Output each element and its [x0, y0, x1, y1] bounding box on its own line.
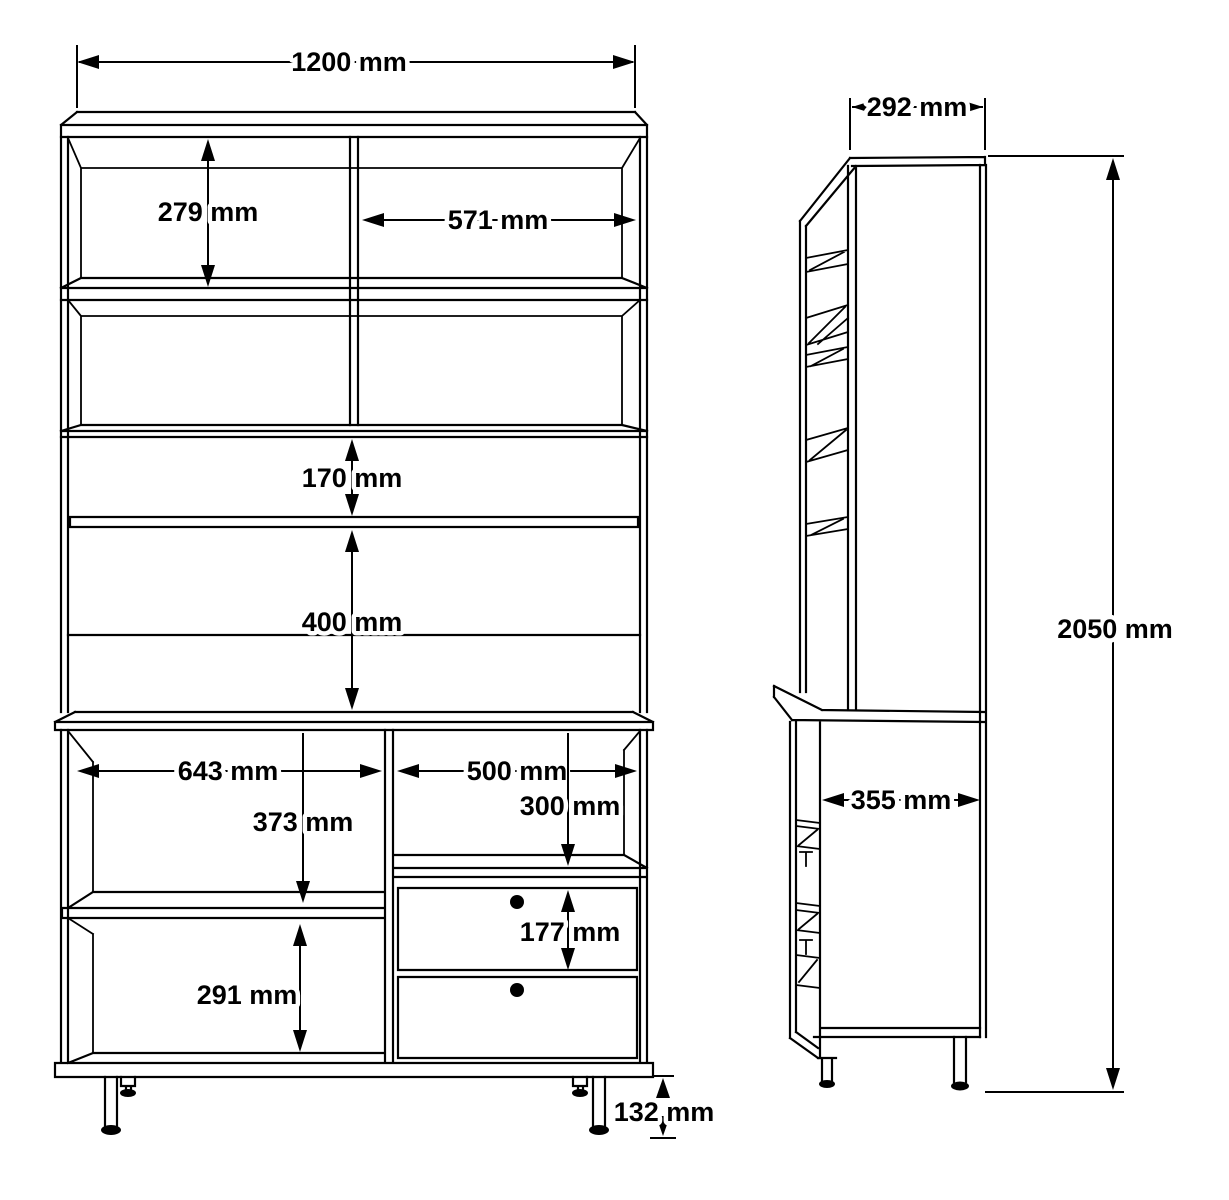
front-legs [101, 1077, 609, 1135]
side-legs [818, 1037, 969, 1091]
leg-foot [101, 1125, 121, 1135]
dimension-lower-right-width [397, 756, 637, 786]
dim-label-upper-depth: 292 mm [866, 92, 968, 122]
drawer-knob [510, 895, 524, 909]
dimension-shelf-gap [302, 439, 403, 516]
front-view [55, 45, 714, 1138]
leg-foot [819, 1080, 835, 1088]
dimension-lower-right-opening-height [520, 733, 621, 866]
dim-label-open-compartment-height: 400 mm [301, 607, 403, 637]
dim-label-lower-left-opening-height: 373 mm [252, 807, 354, 837]
dim-label-lower-right-opening-height: 300 mm [519, 791, 621, 821]
dim-label-lower-left-width: 643 mm [177, 756, 279, 786]
dimension-top-shelf-height [158, 139, 259, 287]
drawer-fronts [398, 888, 637, 1058]
drawer-knob [510, 983, 524, 997]
dimension-overall-width [77, 45, 635, 108]
dimension-lower-left-width [77, 756, 382, 786]
dimension-open-compartment-height [302, 530, 403, 710]
dim-label-top-shelf-height: 279 mm [157, 197, 259, 227]
dimension-drawer-height [520, 890, 621, 970]
hutch-inner-perspective [68, 138, 640, 425]
side-shelf-edges [806, 250, 848, 536]
side-leg-outlines [818, 1037, 966, 1082]
leg-outlines [105, 1077, 605, 1127]
dim-label-lower-right-width: 500 mm [466, 756, 568, 786]
dim-label-overall-width: 1200 mm [291, 47, 407, 77]
dimension-overall-height [985, 156, 1173, 1092]
dim-label-drawer-height: 177 mm [519, 917, 621, 947]
dimension-upper-right-width [362, 205, 636, 235]
side-view [774, 92, 1173, 1092]
side-upper-column [800, 157, 986, 1037]
dimension-leg-height [614, 1076, 715, 1138]
dimension-upper-depth [850, 92, 985, 150]
dim-label-shelf-gap: 170 mm [301, 463, 403, 493]
hutch-top-board [61, 112, 647, 137]
side-lower-cabinet [774, 686, 984, 1058]
base-top-board [55, 712, 653, 730]
dimension-lower-depth [822, 785, 980, 815]
dim-label-upper-right-width: 571 mm [447, 205, 549, 235]
drawers [398, 888, 637, 1058]
dim-label-lower-depth: 355 mm [850, 785, 952, 815]
dim-label-bottom-compartment-height: 291 mm [196, 980, 298, 1010]
leg-foot [951, 1082, 969, 1091]
leg-foot [120, 1089, 136, 1097]
dimension-bottom-compartment-height [197, 924, 307, 1052]
leg-foot [572, 1089, 588, 1097]
leg-foot [589, 1125, 609, 1135]
dim-label-overall-height: 2050 mm [1057, 614, 1173, 644]
dim-label-leg-height: 132 mm [613, 1097, 715, 1127]
side-door-drawer-edges [796, 820, 820, 988]
